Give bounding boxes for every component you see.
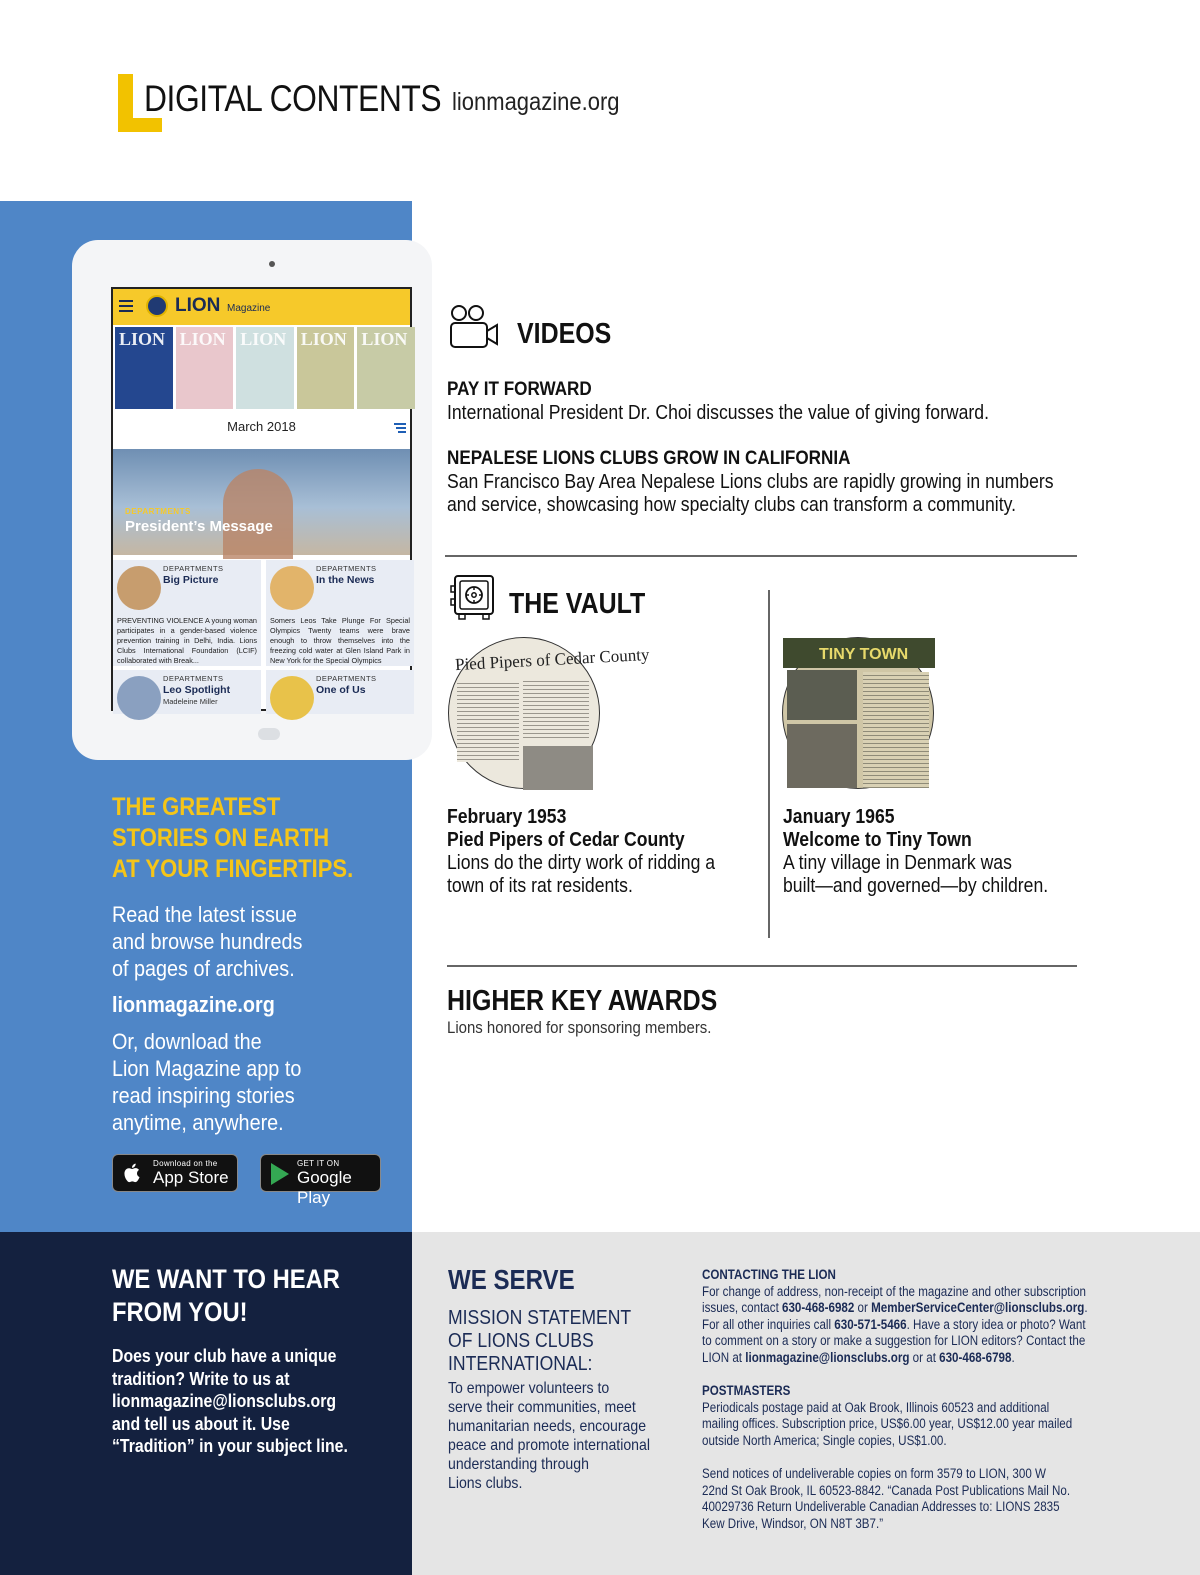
tablet-mockup (72, 240, 432, 760)
phone-link[interactable]: 630-468-6982 (782, 1300, 855, 1316)
googleplay-small-label: GET IT ON (297, 1159, 340, 1168)
tablet-home-button (258, 728, 280, 740)
vault-article-image[interactable] (782, 637, 934, 789)
card-department: DEPARTMENTS (316, 564, 377, 573)
hamburger-menu-icon[interactable] (119, 300, 133, 312)
department-card[interactable] (113, 560, 261, 666)
hear-email-link[interactable]: lionmagazine@lionsclubs.org (112, 1391, 337, 1412)
lions-emblem-icon (146, 295, 168, 317)
cover-thumbnail[interactable]: LION (297, 327, 355, 409)
card-text: Somers Leos Take Plunge For Special Olympics Twenty teams were brave enough to throw themselves into the freezing cold water at Glen Island Park in New York for the Special Olympics (270, 616, 410, 665)
hear-heading: WE WANT TO HEAR FROM YOU! (112, 1264, 340, 1327)
google-play-icon (271, 1163, 289, 1185)
app-brand-sub: Magazine (227, 303, 271, 314)
card-title: Leo Spotlight (163, 684, 231, 696)
phone-link[interactable]: 630-468-6798 (939, 1349, 1012, 1365)
card-title: Big Picture (163, 574, 219, 586)
hero-photo (223, 469, 293, 559)
print-photo (787, 670, 857, 720)
mission-heading: MISSION STATEMENT OF LIONS CLUBS INTERNATIONAL: (448, 1307, 632, 1375)
promo-text-app: Or, download the Lion Magazine app to read inspiring stories anytime, anywhere. (112, 1029, 302, 1135)
cover-thumbnail[interactable]: LION (357, 327, 415, 409)
card-title: One of Us (316, 684, 366, 696)
awards-heading[interactable]: HIGHER KEY AWARDS (447, 985, 718, 1017)
app-brand: LION (175, 295, 221, 316)
app-store-button[interactable] (112, 1154, 238, 1192)
hero-title: President’s Message (125, 518, 273, 535)
video-description: International President Dr. Choi discusses the value of giving forward. (447, 402, 989, 424)
avatar (270, 566, 314, 610)
department-card[interactable] (113, 670, 261, 714)
print-column (523, 678, 589, 740)
promo-text-archives: Read the latest issue and browse hundreds of pages of archives. (112, 902, 303, 981)
vault-image-headline: TINY TOWN (819, 646, 909, 663)
vault-title: Welcome to Tiny Town (783, 829, 972, 851)
undeliverable-notice: Send notices of undeliverable copies on form 3579 to LION, 300 W 22nd St Oak Brook, IL 60523-8842. “Canada Post Publications Mail No. 40029736 Return Undeliverable Canadian Addresses to: LIONS 2835 Kew Drive, Windsor, ON N8T 3B7.” (702, 1466, 1071, 1531)
card-title: In the News (316, 574, 375, 586)
hero-department: DEPARTMENTS (125, 507, 191, 516)
card-department: DEPARTMENTS (163, 674, 224, 683)
vault-heading: THE VAULT (509, 588, 646, 620)
hear-text: Does your club have a unique tradition? Write to us at lionmagazine@lionsclubs.org and tell us about it. Use “Tradition” in your subject line. (112, 1346, 348, 1457)
promo-url-link[interactable]: lionmagazine.org (112, 992, 275, 1017)
avatar (270, 676, 314, 720)
vault-article[interactable]: February 1953 Pied Pipers of Cedar County Lions do the dirty work of ridding a town of its rat residents. (447, 806, 716, 897)
page-title: DIGITAL CONTENTS (144, 78, 442, 119)
promo-headline: THE GREATEST STORIES ON EARTH AT YOUR FINGERTIPS. (112, 793, 354, 883)
video-camera-icon (449, 304, 501, 350)
avatar (117, 676, 161, 720)
print-photo (787, 724, 857, 788)
videos-heading: VIDEOS (517, 318, 612, 350)
google-play-button[interactable] (260, 1154, 381, 1207)
vault-date: February 1953 (447, 806, 567, 828)
video-title[interactable]: PAY IT FORWARD (447, 379, 592, 400)
divider (445, 555, 1077, 557)
hero-article[interactable] (113, 449, 410, 555)
print-column (457, 680, 519, 762)
mission-text: To empower volunteers to serve their communities, meet humanitarian needs, encourage peace and promote international understanding through Lions clubs. (448, 1380, 650, 1492)
googleplay-label: Google Play (297, 1168, 352, 1207)
contact-block: CONTACTING THE LION For change of address, non-receipt of the magazine and other subscription issues, contact 630-468-6982 or MemberServiceCenter@lionsclubs.org. For all other inquiries call 630-571-5466. Have a story idea or photo? Want to comment on a story or make a suggestion for LION editors? Contact the LION at lionmagazine@lionsclubs.org or at 630-468-6798. (702, 1267, 1088, 1365)
vault-title: Pied Pipers of Cedar County (447, 829, 685, 851)
appstore-label: App Store (153, 1168, 229, 1187)
print-photo (523, 746, 593, 790)
header-url-link[interactable]: lionmagazine.org (452, 88, 620, 116)
tablet-screen (111, 287, 412, 711)
vault-article-image[interactable] (448, 637, 650, 789)
email-link[interactable]: lionmagazine@lionsclubs.org (745, 1349, 910, 1365)
avatar (117, 566, 161, 610)
card-text: PREVENTING VIOLENCE A young woman participates in a gender-based violence prevention training in Delhi, India. Lions Clubs International Foundation (LCIF) collaborated with Break... (117, 616, 257, 665)
cover-carousel[interactable] (115, 327, 415, 411)
card-subtitle: Madeleine Miller (163, 697, 218, 706)
card-department: DEPARTMENTS (316, 674, 377, 683)
postmasters-block: POSTMASTERS Periodicals postage paid at Oak Brook, Illinois 60523 and additional mailing offices. Subscription price, US$6.00 year, US$12.00 year mailed outside North America; Single copies, US$1.00. (702, 1383, 1073, 1448)
email-link[interactable]: MemberServiceCenter@lionsclubs.org (871, 1300, 1085, 1316)
filter-icon[interactable] (394, 423, 406, 433)
cover-thumbnail[interactable]: LION (115, 327, 173, 409)
vault-image-headline: Pied Pipers of Cedar County (454, 644, 650, 675)
vault-article[interactable]: January 1965 Welcome to Tiny Town A tiny village in Denmark was built—and governed—by children. (783, 806, 1049, 897)
awards-description: Lions honored for sponsoring members. (447, 1018, 712, 1037)
department-card[interactable] (266, 670, 414, 714)
department-card[interactable] (266, 560, 414, 666)
phone-link[interactable]: 630-571-5466 (834, 1316, 907, 1332)
safe-icon (450, 574, 496, 622)
tablet-camera (269, 261, 275, 267)
contact-heading: CONTACTING THE LION (702, 1267, 836, 1282)
video-title[interactable]: NEPALESE LIONS CLUBS GROW IN CALIFORNIA (447, 448, 851, 469)
print-column (863, 672, 929, 788)
appstore-small-label: Download on the (153, 1159, 218, 1168)
vault-divider (768, 590, 770, 938)
card-department: DEPARTMENTS (163, 564, 224, 573)
app-top-bar (113, 289, 410, 325)
postmasters-heading: POSTMASTERS (702, 1383, 791, 1398)
we-serve-heading: WE SERVE (448, 1264, 575, 1295)
vault-date: January 1965 (783, 806, 895, 828)
apple-icon (123, 1161, 143, 1185)
video-description: San Francisco Bay Area Nepalese Lions clubs are rapidly growing in numbers and service, showcasing how specialty clubs can transform a community. (447, 471, 1054, 516)
cover-thumbnail[interactable]: LION (176, 327, 234, 409)
issue-date: March 2018 (227, 419, 296, 434)
divider (447, 965, 1077, 967)
cover-thumbnail[interactable]: LION (236, 327, 294, 409)
